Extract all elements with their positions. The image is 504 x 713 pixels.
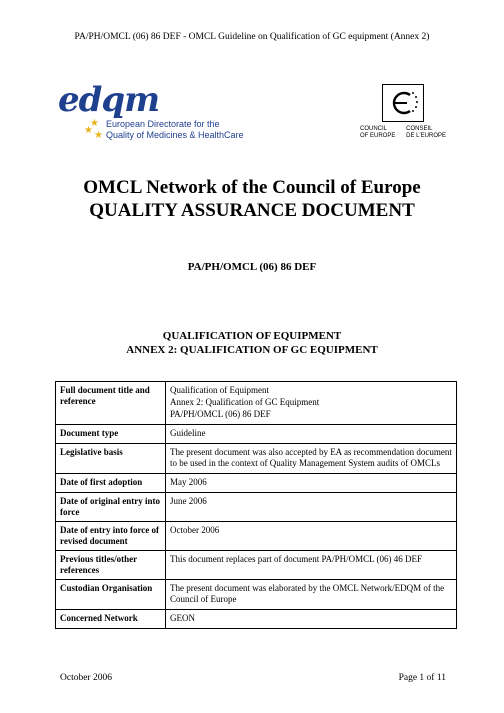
table-row: [56, 425, 457, 444]
council-right-line2: DE L'EUROPE: [406, 133, 446, 139]
table-row: [56, 580, 457, 610]
row-label: Previous titles/other references: [56, 551, 166, 580]
row-value: [166, 580, 457, 610]
row-value-line: The present document was also accepted by EA as recommendation document to be used in the context of Quality Management System audits of OMCLs: [170, 447, 452, 468]
row-label: Custodian Organisation: [56, 580, 166, 610]
document-number: PA/PH/OMCL (06) 86 DEF: [187, 261, 317, 273]
row-value: [166, 444, 457, 474]
row-value-line: Qualification of Equipment: [170, 385, 269, 395]
document-title-line2: QUALITY ASSURANCE DOCUMENT: [89, 200, 415, 221]
row-label: Date of entry into force of revised document: [56, 522, 166, 551]
table-row: [56, 551, 457, 580]
row-value: [166, 382, 457, 425]
document-info-table: [55, 381, 457, 629]
footer-page-number: Page 1 of 11: [398, 673, 446, 683]
edqm-logo: [58, 80, 298, 150]
row-value: [166, 493, 457, 522]
row-value-line: June 2006: [170, 496, 207, 506]
table-row: [56, 382, 457, 425]
row-value: [166, 425, 457, 444]
edqm-subtitle-line1: European Directorate for the: [106, 119, 220, 129]
council-emblem-icon: [382, 84, 424, 122]
row-value-line: PA/PH/OMCL (06) 86 DEF: [170, 409, 271, 419]
row-value: [166, 522, 457, 551]
row-value: [166, 474, 457, 493]
row-label: Document type: [56, 425, 166, 444]
row-label: Full document title and reference: [56, 382, 166, 425]
council-caption: [360, 126, 446, 140]
edqm-wordmark: edqm: [58, 80, 160, 120]
table-row: [56, 610, 457, 629]
star-icon: ★: [90, 118, 99, 129]
table-row: [56, 474, 457, 493]
row-label: Date of original entry into force: [56, 493, 166, 522]
table-row: [56, 522, 457, 551]
row-value: [166, 610, 457, 629]
row-value-line: October 2006: [170, 525, 220, 535]
star-icon: ★: [84, 125, 93, 136]
row-label: Concerned Network: [56, 610, 166, 629]
council-of-europe-logo: [360, 84, 446, 144]
row-value-line: May 2006: [170, 477, 207, 487]
row-label: Legislative basis: [56, 444, 166, 474]
row-value-line: The present document was elaborated by the OMCL Network/EDQM of the Council of Europe: [170, 583, 445, 604]
council-left-line1: COUNCIL: [360, 126, 388, 132]
row-label: Date of first adoption: [56, 474, 166, 493]
document-subtitle-line2: ANNEX 2: QUALIFICATION OF GC EQUIPMENT: [126, 344, 378, 356]
document-title-line1: OMCL Network of the Council of Europe: [83, 177, 421, 198]
document-subtitle-line1: QUALIFICATION OF EQUIPMENT: [162, 330, 342, 342]
row-value-line: Annex 2: Qualification of GC Equipment: [170, 397, 320, 407]
footer-date: October 2006: [60, 673, 112, 683]
table-row: [56, 444, 457, 474]
row-value-line: This document replaces part of document PA/PH/OMCL (06) 46 DEF: [170, 554, 423, 564]
table-row: [56, 493, 457, 522]
row-value: [166, 551, 457, 580]
row-value-line: Guideline: [170, 428, 206, 438]
running-header: PA/PH/OMCL (06) 86 DEF - OMCL Guideline on Qualification of GC equipment (Annex 2): [74, 32, 430, 42]
star-icon: ★: [94, 130, 103, 141]
edqm-subtitle-line2: Quality of Medicines & HealthCare: [106, 130, 244, 140]
edqm-subtitle: [106, 119, 244, 141]
council-right-line1: CONSEIL: [406, 126, 433, 132]
row-value-line: GEON: [170, 613, 195, 623]
council-left-line2: OF EUROPE: [360, 133, 396, 139]
